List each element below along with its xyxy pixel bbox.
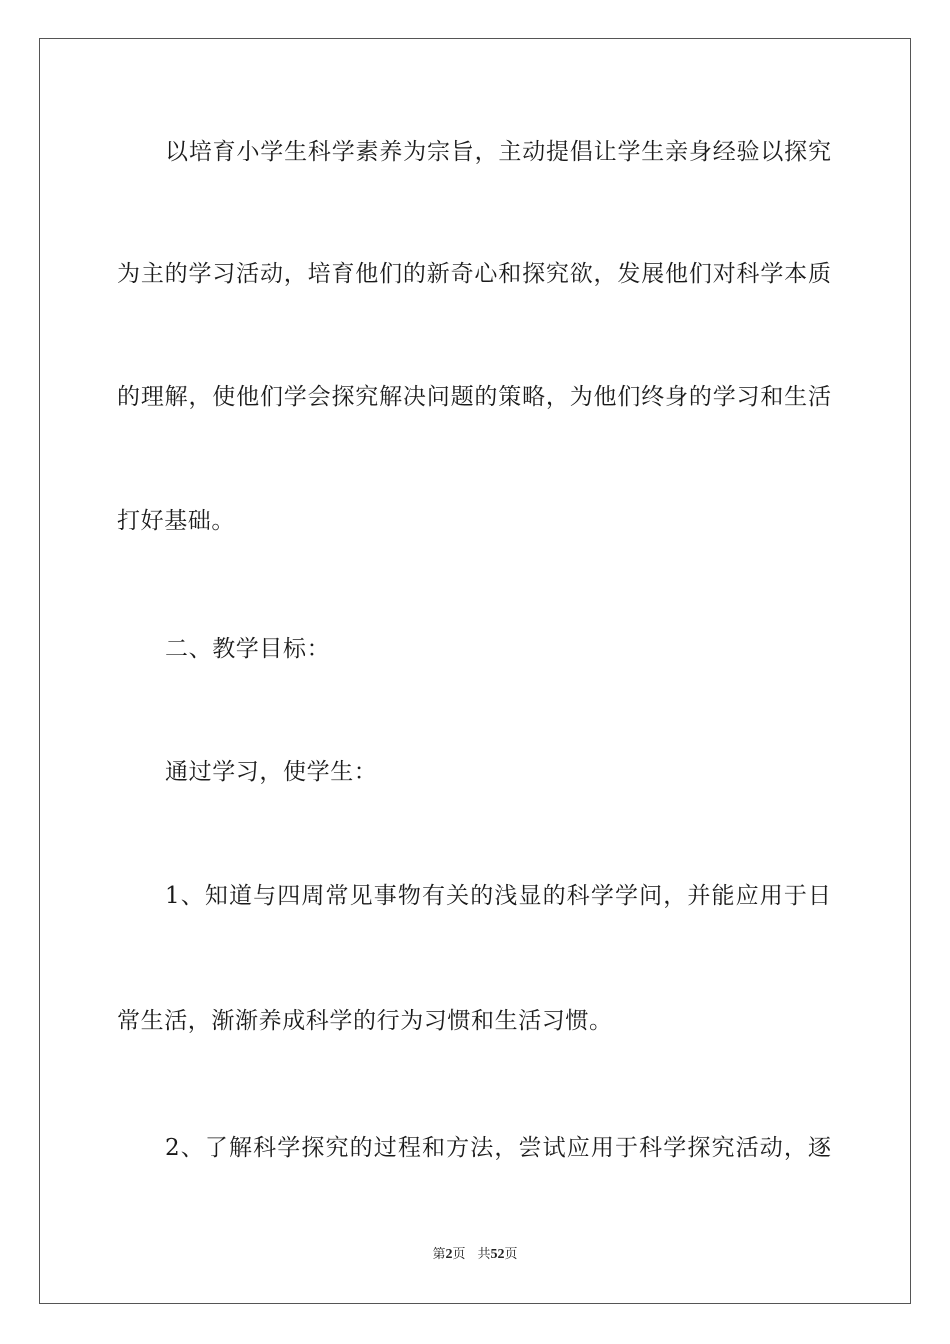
total-prefix: 共 <box>477 1247 491 1262</box>
goal-2-line-1: 2、了解科学探究的过程和方法，尝试应用于科学探究活动，逐 <box>165 1135 831 1161</box>
total-pages: 52 <box>490 1247 505 1262</box>
page-prefix: 第 <box>432 1247 446 1262</box>
paragraph-line-1: 以培育小学生科学素养为宗旨，主动提倡让学生亲身经验以探究 <box>165 139 831 165</box>
paragraph-line-2: 为主的学习活动，培育他们的新奇心和探究欲，发展他们对科学本质 <box>117 261 831 287</box>
goal-1-line-2: 常生活，渐渐养成科学的行为习惯和生活习惯。 <box>117 1008 613 1034</box>
paragraph-line-3: 的理解，使他们学会探究解决问题的策略，为他们终身的学习和生活 <box>117 384 831 410</box>
intro-line: 通过学习，使学生： <box>165 759 378 785</box>
section-heading-teaching-goals: 二、教学目标： <box>165 636 331 662</box>
paragraph-line-4: 打好基础。 <box>117 508 235 534</box>
page-frame <box>39 38 911 1304</box>
page-number: 2 <box>445 1247 453 1262</box>
page-footer <box>0 1246 950 1264</box>
page-suffix: 页 <box>452 1247 466 1262</box>
goal-1-line-1: 1、知道与四周常见事物有关的浅显的科学学问，并能应用于日 <box>165 883 831 909</box>
total-suffix: 页 <box>504 1247 518 1262</box>
